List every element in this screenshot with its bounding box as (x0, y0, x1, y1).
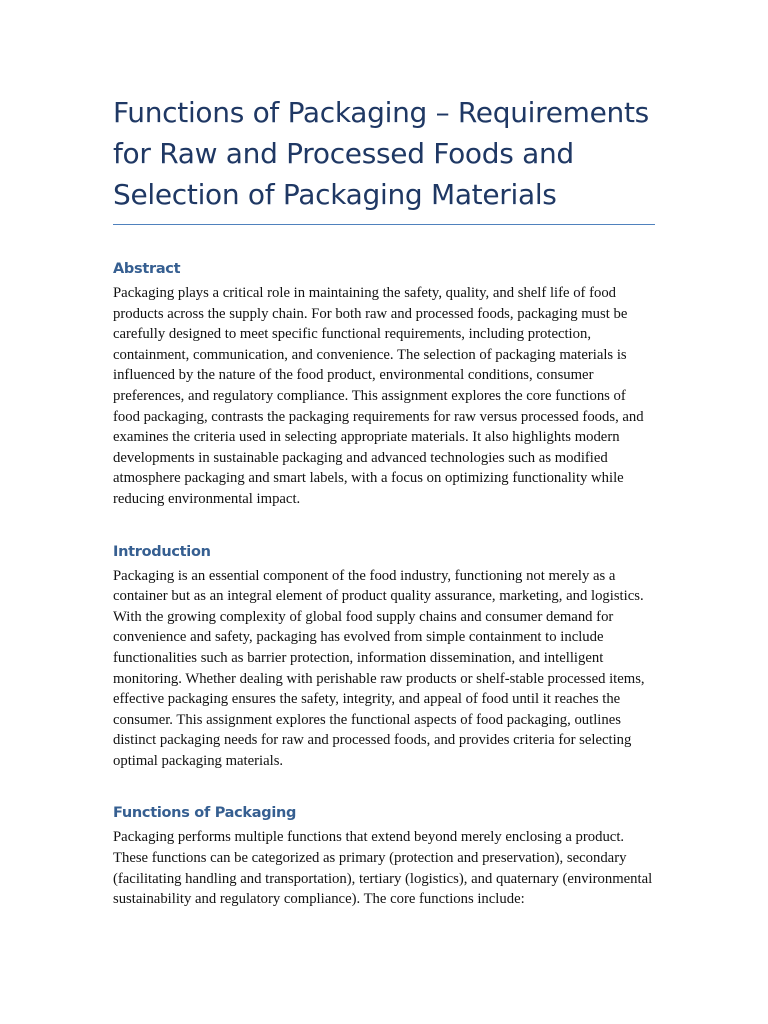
section-body-functions: Packaging performs multiple functions that extend beyond merely enclosing a product. These functions can be categorized as primary (protection and preservation), secondary (facilitating handling and transportation), tertiary (logistics), and quaternary (environmental sustainability and regulatory compliance). The core functions include: (113, 829, 653, 908)
title-line: for Raw and Processed Foods and (113, 137, 574, 170)
section-heading-functions: Functions of Packaging (113, 805, 297, 822)
title-line: Selection of Packaging Materials (113, 178, 557, 211)
section-heading-abstract: Abstract (113, 261, 181, 277)
section-body-abstract: Packaging plays a critical role in maintaining the safety, quality, and shelf life of food products across the supply chain. For both raw and processed foods, packaging must be carefully designed to meet specific functional requirements, including protection, containment, communication, and convenience. The selection of packaging materials is influenced by the nature of the food product, environmental conditions, consumer preferences, and regulatory compliance. This assignment explores the core functions of food packaging, contrasts the packaging requirements for raw versus processed foods, and examines the criteria used in selecting appropriate materials. It also highlights modern developments in sustainable packaging and advanced technologies such as modified atmosphere packaging and smart labels, with a focus on optimizing functionality while reducing environmental impact. (113, 285, 644, 507)
section-heading-introduction: Introduction (113, 543, 211, 560)
document-title (113, 92, 655, 215)
document-page (113, 92, 655, 910)
title-line: Functions of Packaging – Requirements (113, 96, 649, 129)
title-divider (113, 224, 655, 225)
section-body-introduction: Packaging is an essential component of the food industry, functioning not merely as a container but as an integral element of product quality assurance, marketing, and logistics. With the growing complexity of global food supply chains and consumer demand for convenience and safety, packaging has evolved from simple containment to include functionalities such as barrier protection, information dissemination, and intelligent monitoring. Whether dealing with perishable raw products or shelf-stable processed items, effective packaging ensures the safety, integrity, and appeal of food until it reaches the consumer. This assignment explores the functional aspects of food packaging, outlines distinct packaging needs for raw and processed foods, and provides criteria for selecting optimal packaging materials. (113, 567, 645, 769)
